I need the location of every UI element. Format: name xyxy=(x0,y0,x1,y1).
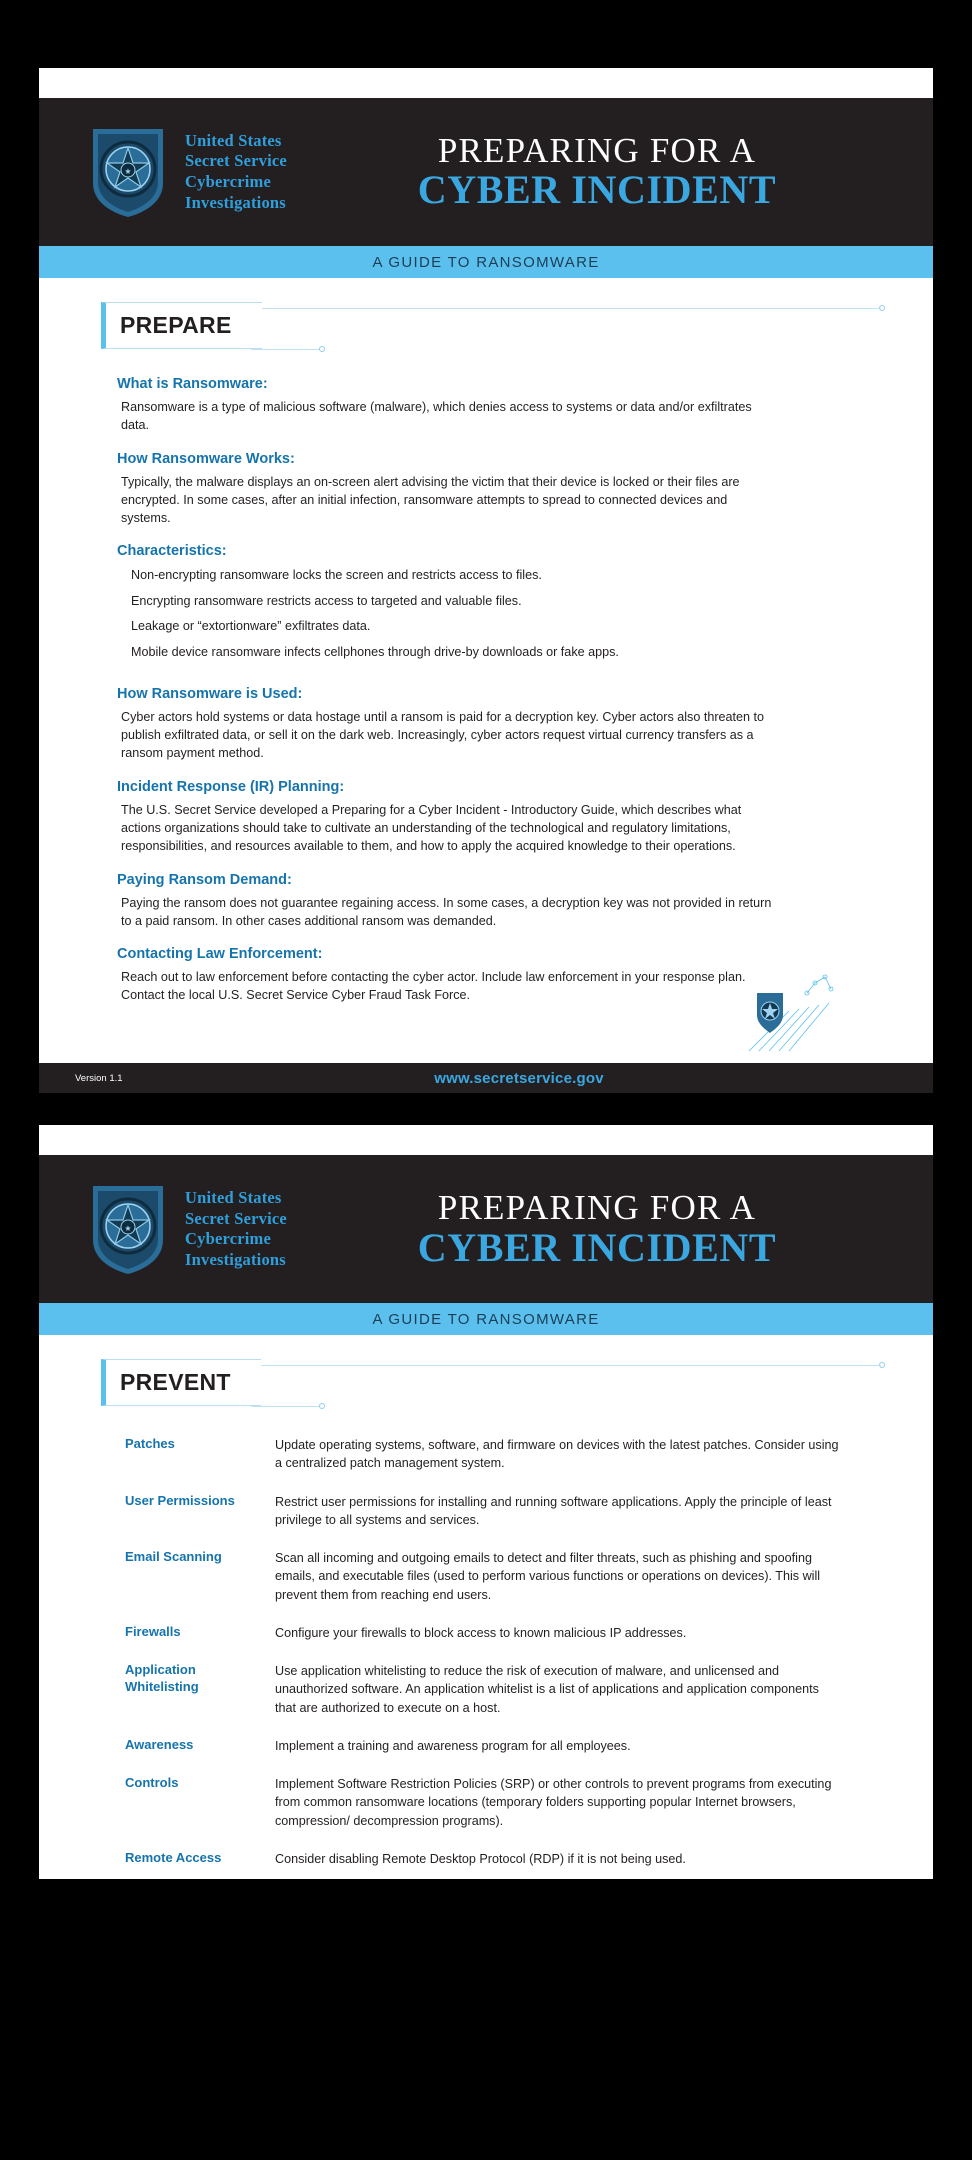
page1-top-margin xyxy=(39,68,933,98)
page1-header xyxy=(39,98,933,246)
page-title: PREPARE xyxy=(101,302,262,349)
table-row xyxy=(125,1728,879,1766)
table-row xyxy=(125,1484,879,1541)
row-description: Implement Software Restriction Policies (SRP) or other controls to prevent programs from executing from common ransomware locations (temporary folders supporting popular Internet browsers, compression/ decompression programs). xyxy=(275,1777,832,1828)
characteristics-list xyxy=(117,566,889,662)
table-row xyxy=(125,1653,879,1728)
heading-decor-dot-low xyxy=(319,346,325,352)
page2-subtitle-text: A GUIDE TO RANSOMWARE xyxy=(372,1310,600,1328)
document-title-line-2: CYBER INCIDENT xyxy=(417,167,777,213)
heading-decor-line xyxy=(251,308,881,309)
agency-line-3: Cybercrime xyxy=(185,1229,271,1249)
section-heading-what-is-ransomware: What is Ransomware: xyxy=(117,376,268,392)
svg-text:★: ★ xyxy=(124,166,132,176)
list-item: Leakage or “extortionware” exfiltrates data. xyxy=(131,619,371,634)
section-heading-incident-response-planning: Incident Response (IR) Planning: xyxy=(117,779,345,796)
footer-website-link[interactable]: www.secretservice.gov xyxy=(434,1069,604,1087)
page2-content xyxy=(73,1411,899,1879)
page-title: PREVENT xyxy=(101,1359,261,1406)
page2-section-heading-row xyxy=(101,1359,899,1407)
section-heading-contacting-law-enforcement: Contacting Law Enforcement: xyxy=(117,946,323,963)
list-item: Non-encrypting ransomware locks the screen and restricts access to files. xyxy=(131,568,542,583)
document-page-2 xyxy=(39,1125,933,1879)
section-heading-how-ransomware-is-used: How Ransomware is Used: xyxy=(117,686,303,703)
page-gap-top xyxy=(0,0,972,68)
page1-subtitle-text: A GUIDE TO RANSOMWARE xyxy=(372,253,600,271)
row-label: Email Scanning xyxy=(125,1549,222,1565)
document-title-line-1: PREPARING FOR A xyxy=(437,1187,757,1227)
row-description: Configure your firewalls to block access to known malicious IP addresses. xyxy=(275,1625,687,1640)
agency-name-block xyxy=(185,131,287,214)
section-heading-paying-ransom-demand: Paying Ransom Demand: xyxy=(117,871,292,888)
row-description: Restrict user permissions for installing and running software applications. Apply the principle of least privilege to all systems and services. xyxy=(275,1494,832,1527)
section-text-how-ransomware-is-used: Cyber actors hold systems or data hostage until a ransom is paid for a decryption key. Cyber actors also threaten to publish exfiltrated data, or sell it on the dark web. Increasingly, cyber actors request virtual currency transfers as a ransom payment method. xyxy=(121,710,765,761)
page1-body xyxy=(39,278,933,1053)
agency-name-block xyxy=(185,1188,287,1271)
page1-section-heading-row xyxy=(101,302,899,350)
page2-top-margin xyxy=(39,1125,933,1155)
secret-service-star-shield-icon xyxy=(89,125,167,220)
row-label: Awareness xyxy=(125,1736,194,1752)
agency-line-4: Investigations xyxy=(185,192,286,212)
section-text-contacting-law-enforcement: Reach out to law enforcement before contacting the cyber actor. Include law enforcement in your response plan. Contact the local U.S. Secret Service Cyber Fraud Task Force. xyxy=(121,970,746,1003)
row-description: Use application whitelisting to reduce the risk of execution of malware, and unlicensed and unauthorized software. An application whitelist is a list of applications and application components that are authorized to execute on a host. xyxy=(275,1664,819,1715)
heading-decor-line-low xyxy=(251,349,323,350)
document-title-line-1: PREPARING FOR A xyxy=(437,130,757,170)
table-row xyxy=(125,1615,879,1653)
page2-subtitle-band xyxy=(39,1303,933,1335)
table-row xyxy=(125,1540,879,1615)
prevent-measures-table xyxy=(125,1427,879,1879)
section-heading-how-ransomware-works: How Ransomware Works: xyxy=(117,450,295,467)
section-text-how-ransomware-works: Typically, the malware displays an on-screen alert advising the victim that their device is locked or their files are encrypted. In some cases, after an initial infection, ransomware attempts to spread to connected devices and systems. xyxy=(121,474,740,525)
agency-line-1: United States xyxy=(185,1187,282,1207)
svg-text:★: ★ xyxy=(124,1223,132,1233)
row-description: Scan all incoming and outgoing emails to detect and filter threats, such as phishing and spoofing emails, and executable files (used to perform various functions or operations on devices). This will prevent them from reaching end users. xyxy=(275,1551,821,1602)
row-label: Patches xyxy=(125,1436,175,1452)
section-heading-characteristics: Characteristics: xyxy=(117,543,227,560)
page1-title-block xyxy=(329,130,905,213)
heading-decor-dot-low xyxy=(319,1403,325,1409)
agency-line-3: Cybercrime xyxy=(185,172,271,191)
agency-line-1: United States xyxy=(185,130,282,150)
heading-decor-line xyxy=(251,1365,881,1366)
page2-title-block xyxy=(329,1187,905,1270)
table-row xyxy=(125,1766,879,1841)
page2-body xyxy=(39,1335,933,1879)
secret-service-star-shield-icon xyxy=(89,1182,167,1277)
row-label: Remote Access xyxy=(125,1849,222,1865)
page-gap-middle xyxy=(0,1093,972,1125)
agency-line-2: Secret Service xyxy=(185,151,287,171)
row-label: User Permissions xyxy=(125,1492,235,1508)
page1-footer xyxy=(39,1063,933,1093)
section-text-incident-response-planning: The U.S. Secret Service developed a Preparing for a Cyber Incident - Introductory Guide, which describes what actions organizations should take to cultivate an understanding of the technological and regulatory limitations, responsibilities, and resources available to them, and how to apply the acquired knowledge to their operations. xyxy=(121,803,742,853)
row-label: Application Whitelisting xyxy=(125,1662,199,1695)
row-label: Controls xyxy=(125,1775,179,1791)
page1-footer-art-area xyxy=(73,1009,899,1053)
version-label: Version 1.1 xyxy=(75,1072,123,1084)
row-description: Consider disabling Remote Desktop Protocol (RDP) if it is not being used. xyxy=(275,1851,686,1866)
document-title-line-2: CYBER INCIDENT xyxy=(417,1224,777,1270)
row-label: Firewalls xyxy=(125,1623,181,1639)
row-description: Update operating systems, software, and firmware on devices with the latest patches. Consider using a centralized patch management system. xyxy=(275,1438,839,1471)
heading-decor-line-low xyxy=(251,1406,323,1407)
list-item: Encrypting ransomware restricts access to targeted and valuable files. xyxy=(131,593,522,608)
table-row xyxy=(125,1427,879,1484)
document-page-1 xyxy=(39,68,933,1093)
page2-header xyxy=(39,1155,933,1303)
agency-line-2: Secret Service xyxy=(185,1208,287,1228)
page1-subtitle-band xyxy=(39,246,933,278)
section-text-paying-ransom-demand: Paying the ransom does not guarantee regaining access. In some cases, a decryption key was not provided in return to a paid ransom. In other cases additional ransom was demanded. xyxy=(121,895,772,928)
list-item: Mobile device ransomware infects cellphones through drive-by downloads or fake apps. xyxy=(131,644,619,659)
row-description: Implement a training and awareness program for all employees. xyxy=(275,1738,631,1753)
table-row xyxy=(125,1841,879,1879)
page1-content xyxy=(73,354,899,1005)
section-text-what-is-ransomware: Ransomware is a type of malicious software (malware), which denies access to systems or data and/or exfiltrates data. xyxy=(121,400,752,432)
agency-line-4: Investigations xyxy=(185,1249,286,1269)
